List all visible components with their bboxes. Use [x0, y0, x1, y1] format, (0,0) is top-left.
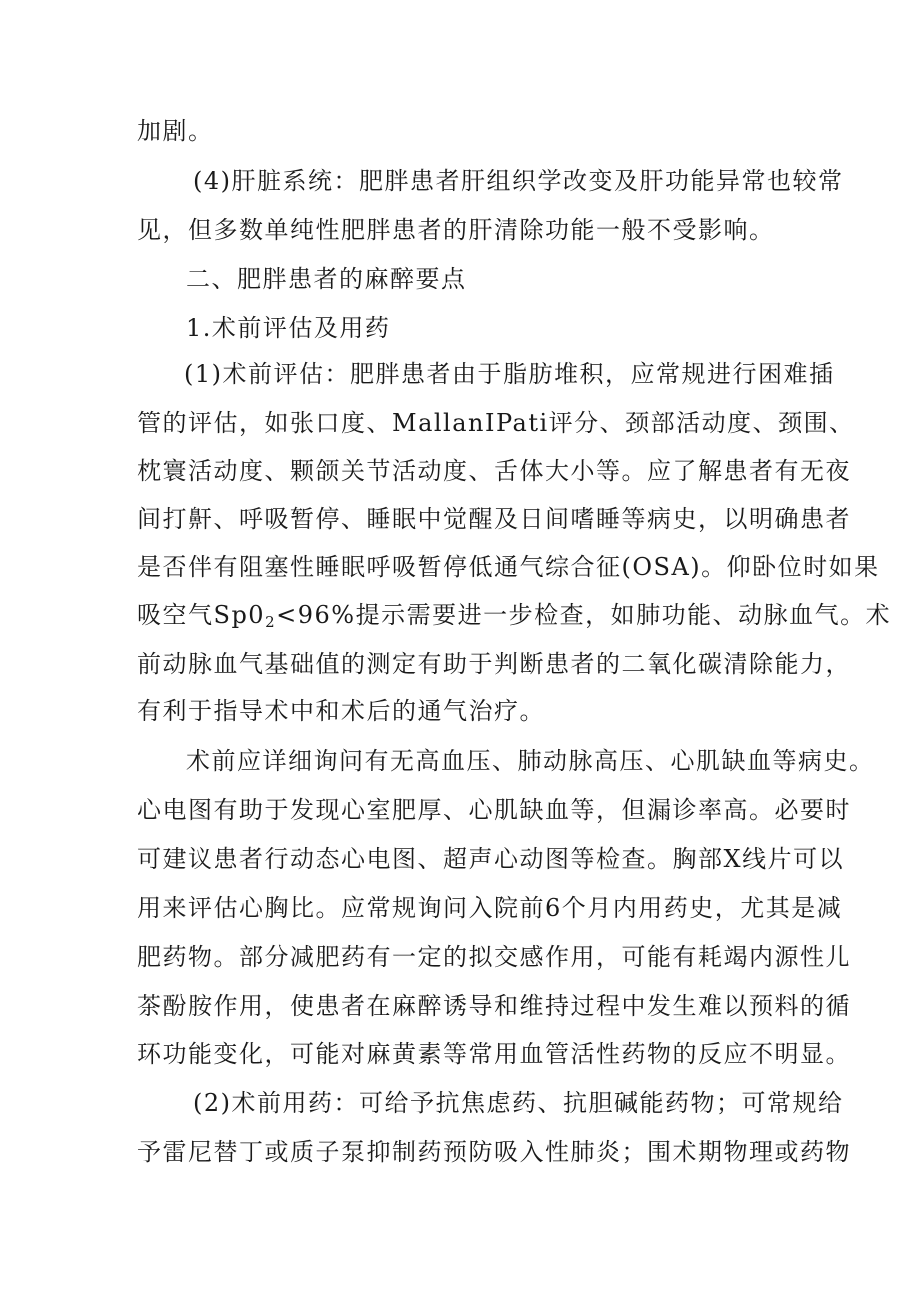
- text-line: 间打鼾、呼吸暂停、睡眠中觉醒及日间嗜睡等病史，以明确患者: [137, 505, 851, 533]
- text-line: 予雷尼替丁或质子泵抑制药预防吸入性肺炎；围术期物理或药物: [137, 1138, 851, 1166]
- text-segment: 吸空气Sp0: [137, 601, 266, 629]
- text-line: 加剧。: [137, 117, 214, 145]
- text-line: [137, 600, 891, 630]
- text-line: (1)术前评估：肥胖患者由于脂肪堆积，应常规进行困难插: [184, 360, 835, 388]
- text-line: (4)肝脏系统：肥胖患者肝组织学改变及肝功能异常也较常: [193, 167, 844, 195]
- subsection-heading: 1.术前评估及用药: [186, 314, 391, 342]
- text-segment: <96%提示需要进一步检查，如肺功能、动脉血气。术: [276, 601, 892, 629]
- text-line: 枕寰活动度、颗颌关节活动度、舌体大小等。应了解患者有无夜: [137, 457, 851, 485]
- text-line: 肥药物。部分减肥药有一定的拟交感作用，可能有耗竭内源性儿: [137, 943, 851, 971]
- section-heading: 二、肥胖患者的麻醉要点: [186, 265, 467, 293]
- text-line: 有利于指导术中和术后的通气治疗。: [137, 697, 545, 725]
- text-line: 心电图有助于发现心室肥厚、心肌缺血等，但漏诊率高。必要时: [137, 796, 851, 824]
- text-line: 管的评估，如张口度、MallanIPati评分、颈部活动度、颈围、: [137, 409, 855, 437]
- text-line: (2)术前用药：可给予抗焦虑药、抗胆碱能药物；可常规给: [193, 1089, 844, 1117]
- text-line: 见，但多数单纯性肥胖患者的肝清除功能一般不受影响。: [137, 216, 775, 244]
- text-line: 可建议患者行动态心电图、超声心动图等检查。胸部X线片可以: [137, 845, 845, 873]
- text-line: 前动脉血气基础值的测定有助于判断患者的二氧化碳清除能力，: [137, 650, 851, 678]
- text-line: 用来评估心胸比。应常规询问入院前6个月内用药史，尤其是减: [137, 894, 843, 922]
- text-line: 术前应详细询问有无高血压、肺动脉高压、心肌缺血等病史。: [186, 747, 875, 775]
- subscript: 2: [265, 613, 277, 631]
- text-line: 是否伴有阻塞性睡眠呼吸暂停低通气综合征(OSA)。仰卧位时如果: [137, 553, 880, 581]
- text-line: 茶酚胺作用，使患者在麻醉诱导和维持过程中发生难以预料的循: [137, 992, 851, 1020]
- text-line: 环功能变化，可能对麻黄素等常用血管活性药物的反应不明显。: [137, 1040, 851, 1068]
